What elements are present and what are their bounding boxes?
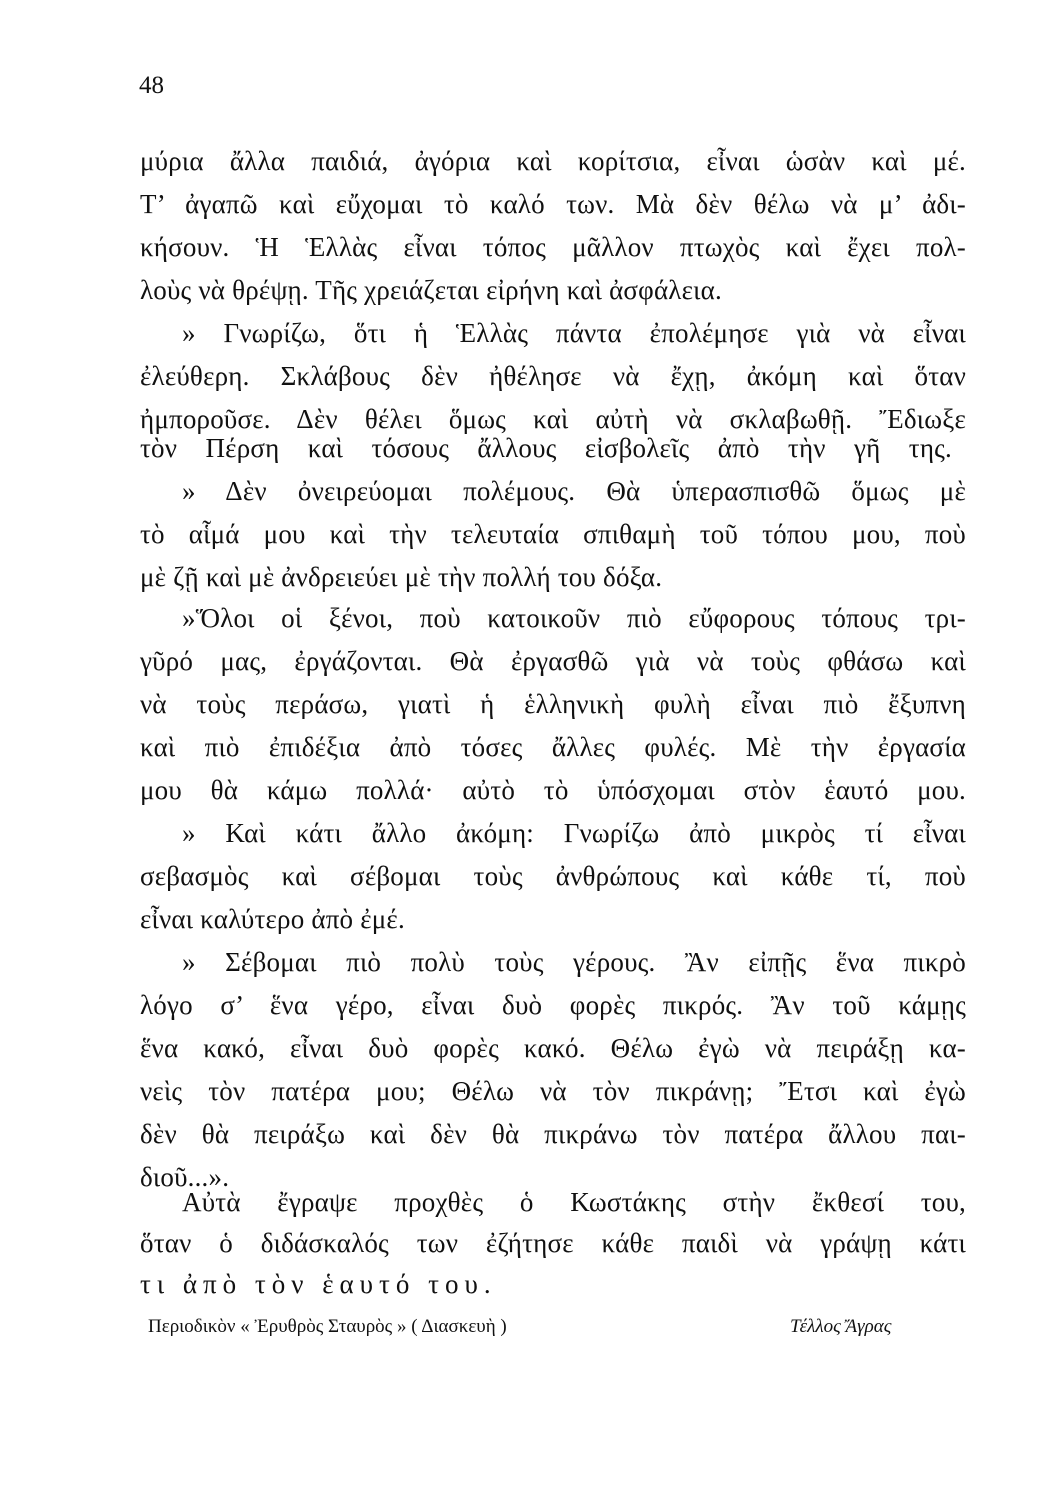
text-line: σεβασμὸς καὶ σέβομαι τοὺς ἀνθρώπους καὶ κάθε τί, ποὺ — [140, 861, 966, 891]
text-line: » Δὲν ὀνειρεύομαι πολέμους. Θὰ ὑπερασπισθῶ ὅμως μὲ — [182, 476, 966, 506]
footer-author: Τέλλος Ἄγρας — [790, 1316, 892, 1337]
text-line: μου θὰ κάμω πολλά· αὐτὸ τὸ ὑπόσχομαι στὸν ἑαυτό μου. — [140, 775, 966, 805]
text-line: » Σέβομαι πιὸ πολὺ τοὺς γέρους. Ἂν εἰπῇς ἕνα πικρὸ — [182, 947, 966, 977]
text-line: λόγο σ’ ἕνα γέρο, εἶναι δυὸ φορὲς πικρός. Ἂν τοῦ κάμῃς — [140, 990, 966, 1020]
text-line: μύρια ἄλλα παιδιά, ἀγόρια καὶ κορίτσια, εἶναι ὡσὰν καὶ μέ. — [140, 146, 966, 176]
footer-source: Περιοδικὸν « Ἐρυθρὸς Σταυρὸς » ( Διασκευὴ ) — [148, 1316, 507, 1337]
text-line: μὲ ζῇ καὶ μὲ ἀνδρειεύει μὲ τὴν πολλή του δόξα. — [140, 562, 663, 592]
text-line: εἶναι καλύτερο ἀπὸ ἐμέ. — [140, 904, 405, 934]
page-number: 48 — [139, 72, 164, 99]
text-line: τὸ αἷμά μου καὶ τὴν τελευταία σπιθαμὴ τοῦ τόπου μου, ποὺ — [140, 519, 966, 549]
text-line: καὶ πιὸ ἐπιδέξια ἀπὸ τόσες ἄλλες φυλές. Μὲ τὴν ἐργασία — [140, 732, 966, 762]
text-line: διοῦ...». — [140, 1162, 230, 1192]
text-line: ἠμποροῦσε. Δὲν θέλει ὅμως καὶ αὐτὴ νὰ σκλαβωθῇ. Ἔδιωξε — [140, 404, 966, 434]
text-line: ὅταν ὁ διδάσκαλός των ἐζήτησε κάθε παιδὶ νὰ γράψῃ κάτι — [140, 1228, 966, 1258]
text-line: ἐλεύθερη. Σκλάβους δὲν ἠθέλησε νὰ ἔχῃ, ἀκόμη καὶ ὅταν — [140, 361, 966, 391]
text-line: ἕνα κακό, εἶναι δυὸ φορὲς κακό. Θέλω ἐγὼ νὰ πειράξῃ κα- — [140, 1033, 966, 1063]
text-line: νεὶς τὸν πατέρα μου; Θέλω νὰ τὸν πικράνῃ; Ἔτσι καὶ ἐγὼ — [140, 1076, 966, 1106]
text-line: »Ὅλοι οἱ ξένοι, ποὺ κατοικοῦν πιὸ εὔφορους τόπους τρι- — [182, 603, 966, 633]
text-line: τι ἀπὸ τὸν ἑαυτό του. — [140, 1269, 497, 1299]
text-line: νὰ τοὺς περάσω, γιατὶ ἡ ἑλληνικὴ φυλὴ εἶναι πιὸ ἔξυπνη — [140, 689, 966, 719]
text-line: κήσουν. Ἡ Ἑλλὰς εἶναι τόπος μᾶλλον πτωχὸς καὶ ἔχει πολ- — [140, 232, 966, 262]
text-line: δὲν θὰ πειράξω καὶ δὲν θὰ πικράνω τὸν πατέρα ἄλλου παι- — [140, 1119, 966, 1149]
text-line: » Καὶ κάτι ἄλλο ἀκόμη: Γνωρίζω ἀπὸ μικρὸς τί εἶναι — [182, 818, 966, 848]
text-line: γῦρό μας, ἐργάζονται. Θὰ ἐργασθῶ γιὰ νὰ τοὺς φθάσω καὶ — [140, 646, 966, 676]
text-line: Τ’ ἀγαπῶ καὶ εὔχομαι τὸ καλό των. Μὰ δὲν θέλω νὰ μ’ ἀδι- — [140, 189, 966, 219]
text-line: τὸν Πέρση καὶ τόσους ἄλλους εἰσβολεῖς ἀπὸ τὴν γῆ της. — [140, 433, 952, 463]
text-line: λοὺς νὰ θρέψῃ. Τῆς χρειάζεται εἰρήνη καὶ ἀσφάλεια. — [140, 275, 722, 305]
text-line: » Γνωρίζω, ὅτι ἡ Ἑλλὰς πάντα ἐπολέμησε γιὰ νὰ εἶναι — [182, 318, 966, 348]
text-line: Αὐτὰ ἔγραψε προχθὲς ὁ Κωστάκης στὴν ἔκθεσί του, — [182, 1187, 966, 1217]
